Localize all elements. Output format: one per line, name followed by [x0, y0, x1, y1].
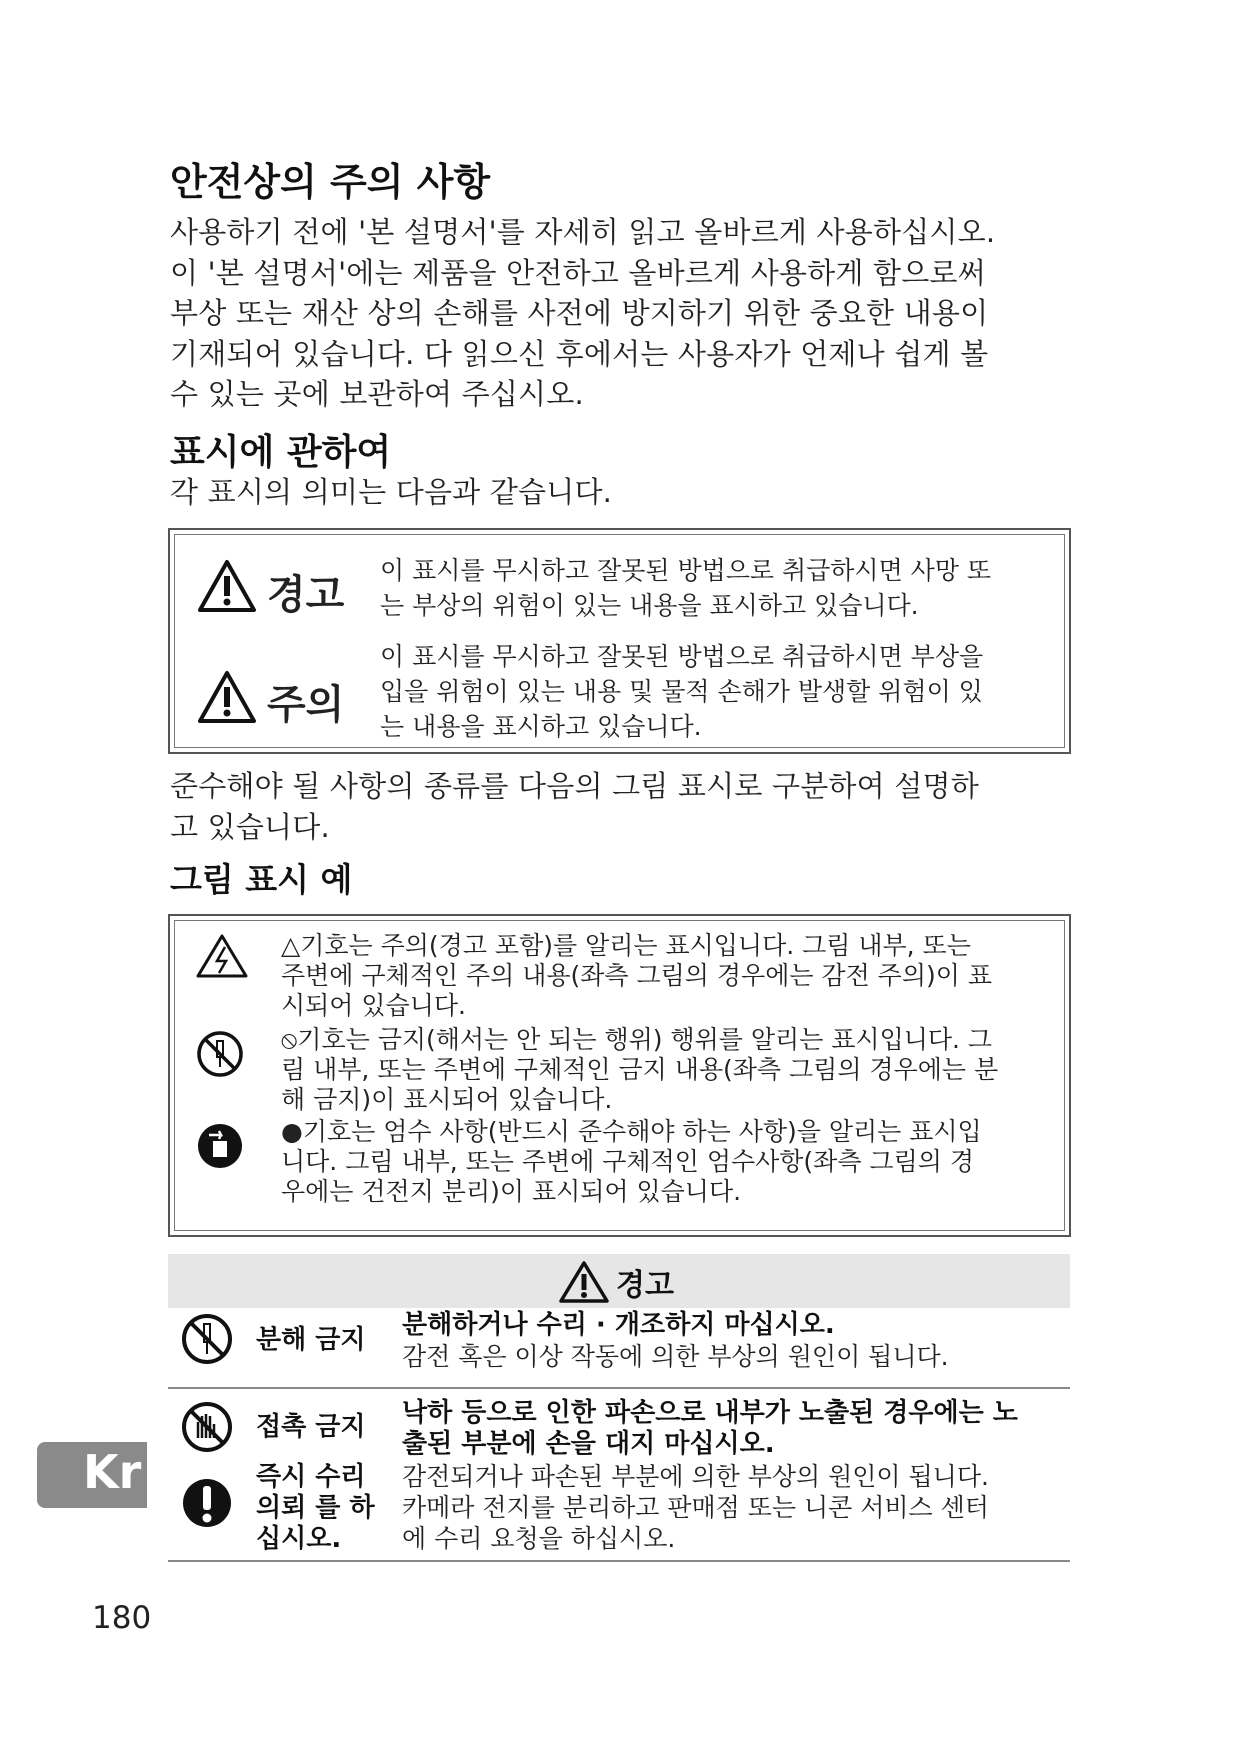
symbols-box — [168, 914, 1071, 1237]
signal-line: 는 부상의 위험이 있는 내용을 표시하고 있습니다. — [380, 591, 919, 620]
row-normal-line: 감전되거나 파손된 부분에 의한 부상의 원인이 됩니다. — [402, 1462, 989, 1491]
row-normal-line: 카메라 전지를 분리하고 판매점 또는 니콘 서비스 센터 — [402, 1493, 989, 1522]
signal-word: 경고 — [267, 572, 345, 618]
symbol-description — [281, 1117, 1061, 1207]
row-bold-line: 분해하거나 수리 · 개조하지 마십시오. — [402, 1310, 835, 1340]
symbol-line: ⦸기호는 금지(해서는 안 되는 행위) 행위를 알리는 표시입니다. 그 — [281, 1025, 993, 1054]
category-paragraph — [170, 766, 1070, 847]
row-bold-text — [402, 1398, 1062, 1460]
warning-header-icon — [558, 1260, 610, 1308]
intro-line: 수 있는 곳에 보관하여 주십시오. — [170, 377, 584, 411]
language-tab — [37, 1442, 147, 1508]
signal-line: 입을 위험이 있는 내용 및 물적 손해가 발생할 위험이 있 — [380, 677, 983, 706]
symbols-box-inner — [174, 920, 1065, 1231]
signal-description — [380, 639, 1070, 744]
display-heading: 표시에 관하여 — [170, 432, 392, 473]
page-title: 안전상의 주의 사항 — [170, 160, 491, 204]
row-label: 십시오. — [256, 1524, 342, 1554]
signal-line: 이 표시를 무시하고 잘못된 방법으로 취급하시면 부상을 — [380, 642, 984, 671]
row-divider — [168, 1387, 1070, 1389]
signal-words-box-inner — [174, 534, 1065, 748]
row-bold-line: 출된 부분에 손을 대지 마십시오. — [402, 1429, 775, 1459]
signal-word: 주의 — [267, 682, 345, 728]
symbol-line: 주변에 구체적인 주의 내용(좌측 그림의 경우에는 감전 주의)이 표 — [281, 961, 992, 990]
language-tab-label: Kr — [83, 1445, 142, 1499]
symbol-line: △기호는 주의(경고 포함)를 알리는 표시입니다. 그림 내부, 또는 — [281, 931, 971, 960]
signal-row-warning — [175, 545, 1064, 635]
warning-triangle-icon — [197, 559, 257, 617]
row-normal-line: 감전 혹은 이상 작동에 의한 부상의 원인이 됩니다. — [402, 1342, 949, 1371]
mandatory-action-icon — [180, 1476, 234, 1534]
warning-table-title: 경고 — [616, 1268, 674, 1303]
remove-battery-icon — [195, 1121, 245, 1175]
intro-line: 기재되어 있습니다. 다 읽으신 후에서는 사용자가 언제나 쉽게 볼 — [170, 336, 989, 371]
symbol-description — [281, 931, 1061, 1021]
row-divider — [168, 1560, 1070, 1562]
row-label: 즉시 수리 — [256, 1462, 366, 1492]
signal-line: 는 내용을 표시하고 있습니다. — [380, 712, 702, 741]
symbol-line: ●기호는 엄수 사항(반드시 준수해야 하는 사항)을 알리는 표시입 — [281, 1117, 982, 1146]
row-normal-line: 에 수리 요청을 하십시오. — [402, 1524, 676, 1553]
intro-paragraph — [170, 212, 1070, 415]
row-bold-line: 낙하 등으로 인한 파손으로 내부가 노출된 경우에는 노 — [402, 1398, 1018, 1428]
signal-row-caution — [175, 635, 1064, 751]
row-label: 분해 금지 — [256, 1325, 366, 1355]
category-line: 준수해야 될 사항의 종류를 다음의 그림 표시로 구분하여 설명하 — [170, 769, 979, 803]
caution-triangle-icon — [197, 670, 257, 728]
row-label: 의뢰 를 하 — [256, 1493, 375, 1523]
symbol-line: 해 금지)이 표시되어 있습니다. — [281, 1085, 613, 1114]
category-line: 고 있습니다. — [170, 809, 330, 844]
electric-shock-triangle-icon — [195, 933, 249, 983]
no-disassembly-icon — [195, 1029, 245, 1083]
symbol-line: 니다. 그림 내부, 또는 주변에 구체적인 엄수사항(좌측 그림의 경 — [281, 1147, 974, 1176]
display-subtext: 각 표시의 의미는 다음과 같습니다. — [170, 475, 613, 509]
warning-table-header — [168, 1254, 1070, 1308]
signal-words-box — [168, 528, 1071, 754]
symbols-heading: 그림 표시 예 — [170, 860, 353, 899]
no-touch-icon — [180, 1400, 234, 1458]
intro-line: 사용하기 전에 '본 설명서'를 자세히 읽고 올바르게 사용하십시오. — [170, 215, 996, 249]
row-label: 접촉 금지 — [256, 1412, 366, 1442]
row-normal-text — [402, 1341, 1062, 1372]
symbol-description — [281, 1025, 1061, 1115]
intro-line: 부상 또는 재산 상의 손해를 사전에 방지하기 위한 중요한 내용이 — [170, 296, 989, 330]
row-bold-text — [402, 1310, 1062, 1341]
symbol-line: 우에는 건전지 분리)이 표시되어 있습니다. — [281, 1177, 742, 1206]
row-normal-text — [402, 1461, 1062, 1554]
signal-description — [380, 553, 1070, 623]
intro-line: 이 '본 설명서'에는 제품을 안전하고 올바르게 사용하게 함으로써 — [170, 255, 986, 290]
no-disassembly-icon — [180, 1312, 234, 1370]
page-number: 180 — [92, 1600, 152, 1636]
symbol-line: 시되어 있습니다. — [281, 991, 466, 1020]
symbol-line: 림 내부, 또는 주변에 구체적인 금지 내용(좌측 그림의 경우에는 분 — [281, 1055, 999, 1084]
signal-line: 이 표시를 무시하고 잘못된 방법으로 취급하시면 사망 또 — [380, 556, 992, 585]
